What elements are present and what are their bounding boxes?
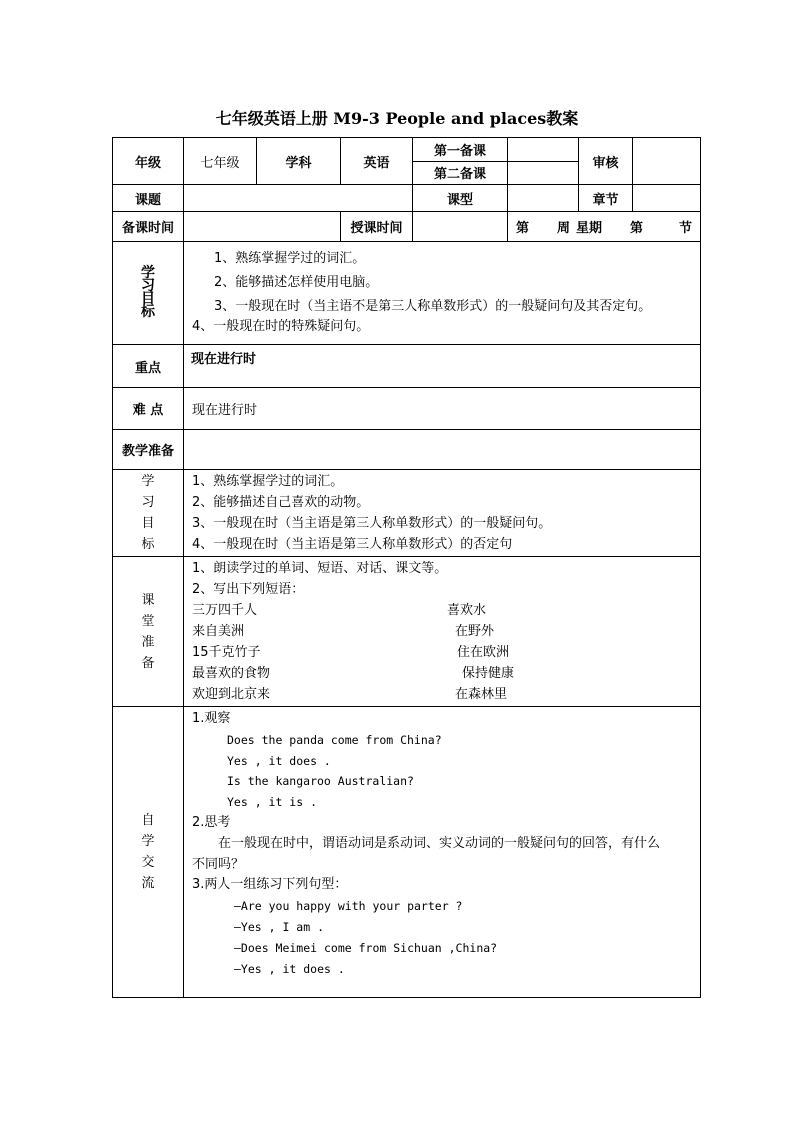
study-goals-label bbox=[113, 470, 184, 557]
objective-item: 2、能够描述怎样使用电脑。 bbox=[214, 275, 379, 290]
class-prep-intro: 2、写出下列短语： bbox=[192, 582, 305, 597]
objective-item: 3、一般现在时（当主语不是第三人称单数形式）的一般疑问句及其否定句。 bbox=[214, 299, 652, 314]
difficulty-label: 难 点 bbox=[113, 388, 184, 430]
think-title: 2.思考 bbox=[192, 814, 231, 830]
practice-line: —Yes , I am . bbox=[234, 919, 325, 934]
class-prep-label-char: 课 bbox=[141, 592, 155, 608]
phrase-left: 最喜欢的食物 bbox=[192, 666, 271, 681]
objectives-label-char: 学 bbox=[141, 265, 155, 281]
first-prep-label: 第一备课 bbox=[413, 138, 507, 162]
key-point-value: 现在进行时 bbox=[184, 345, 701, 388]
lesson-plan-table bbox=[112, 137, 701, 998]
page-title: 七年级英语上册 M9-3 People and places教案 bbox=[215, 109, 579, 128]
objectives-row bbox=[113, 242, 701, 345]
study-goal-item: 2、能够描述自己喜欢的动物。 bbox=[192, 495, 370, 510]
practice-line: —Does Meimei come from Sichuan ,China? bbox=[234, 940, 498, 955]
self-study-label-char: 学 bbox=[141, 834, 155, 849]
objectives-label-char: 标 bbox=[141, 304, 155, 320]
class-prep-content bbox=[184, 557, 701, 707]
study-goal-item: 4、一般现在时（当主语是第三人称单数形式）的否定句 bbox=[192, 537, 513, 552]
class-prep-label-char: 准 bbox=[141, 634, 155, 650]
class-prep-label bbox=[113, 557, 184, 707]
study-goal-item: 1、熟练掌握学过的词汇。 bbox=[192, 474, 344, 489]
self-study-label bbox=[113, 707, 184, 998]
header-row bbox=[113, 138, 701, 185]
phrase-left: 三万四千人 bbox=[192, 603, 258, 618]
phrase-left: 欢迎到北京来 bbox=[192, 687, 271, 702]
prep-time-label: 备课时间 bbox=[113, 212, 184, 242]
observe-line: Yes , it does . bbox=[227, 753, 331, 768]
grade-label: 年级 bbox=[113, 138, 184, 185]
phrase-left: 15千克竹子 bbox=[192, 645, 261, 660]
phrase-right: 在森林里 bbox=[455, 687, 508, 702]
practice-line: —Are you happy with your parter ? bbox=[234, 899, 463, 914]
subject-value: 英语 bbox=[341, 138, 413, 185]
schedule-period-prefix: 第 bbox=[630, 221, 644, 236]
time-row bbox=[113, 212, 701, 242]
self-study-label-char: 自 bbox=[141, 813, 155, 828]
practice-title: 3.两人一组练习下列句型： bbox=[192, 877, 348, 893]
phrase-pair bbox=[192, 642, 692, 663]
topic-label: 课题 bbox=[113, 185, 184, 212]
study-goals-label-char: 标 bbox=[141, 537, 155, 552]
objectives-content bbox=[184, 242, 701, 345]
preparation-row bbox=[113, 430, 701, 470]
chapter-label: 章节 bbox=[579, 185, 633, 212]
schedule-week-prefix: 第 bbox=[516, 221, 530, 236]
objectives-label bbox=[113, 242, 184, 345]
think-text: 不同吗？ bbox=[192, 856, 245, 872]
observe-title: 1.观察 bbox=[192, 711, 231, 726]
self-study-label-char: 交 bbox=[141, 855, 155, 870]
self-study-content bbox=[184, 707, 701, 998]
second-prep-label: 第二备课 bbox=[433, 167, 486, 183]
schedule-week: 周 bbox=[557, 221, 571, 236]
prep-value-cell bbox=[508, 138, 579, 185]
observe-line: Is the kangaroo Australian? bbox=[227, 774, 414, 789]
review-value bbox=[633, 138, 701, 185]
first-prep-value bbox=[508, 138, 578, 162]
subject-label: 学科 bbox=[257, 138, 341, 185]
class-prep-label-char: 备 bbox=[141, 655, 155, 671]
practice-line: —Yes , it does . bbox=[234, 961, 345, 976]
objectives-label-char: 目 bbox=[141, 291, 155, 307]
key-point-row bbox=[113, 345, 701, 388]
phrase-left: 来自美洲 bbox=[192, 624, 245, 639]
key-point-label: 重点 bbox=[113, 345, 184, 388]
phrase-right: 保持健康 bbox=[462, 666, 515, 681]
phrase-pair bbox=[192, 663, 692, 684]
study-goals-label-char: 目 bbox=[141, 516, 155, 531]
second-prep-value bbox=[508, 162, 578, 185]
lesson-type-label: 课型 bbox=[413, 185, 508, 212]
study-goal-item: 3、一般现在时（当主语是第三人称单数形式）的一般疑问句。 bbox=[192, 516, 552, 531]
preparation-label: 教学准备 bbox=[113, 430, 184, 470]
phrase-pair bbox=[192, 621, 692, 642]
phrase-pair bbox=[192, 600, 692, 621]
lesson-type-value bbox=[508, 185, 579, 212]
think-text: 在一般现在时中，谓语动词是系动词、实义动词的一般疑问句的回答，有什么 bbox=[218, 835, 661, 851]
teach-time-label: 授课时间 bbox=[341, 212, 413, 242]
self-study-row bbox=[113, 707, 701, 998]
observe-line: Yes , it is . bbox=[227, 795, 318, 810]
schedule-period: 节 bbox=[678, 221, 692, 236]
schedule-cell bbox=[508, 212, 701, 242]
topic-row bbox=[113, 185, 701, 212]
teach-time-value bbox=[413, 212, 508, 242]
objective-item: 4、一般现在时的特殊疑问句。 bbox=[192, 319, 370, 334]
phrase-right: 在野外 bbox=[455, 624, 495, 639]
study-goals-label-char: 学 bbox=[141, 474, 155, 489]
preparation-value bbox=[184, 430, 701, 470]
study-goals-row bbox=[113, 470, 701, 557]
phrase-right: 喜欢水 bbox=[447, 603, 487, 618]
study-goals-label-char: 习 bbox=[141, 495, 155, 510]
difficulty-value: 现在进行时 bbox=[184, 388, 701, 430]
self-study-label-char: 流 bbox=[141, 876, 155, 891]
study-goals-content bbox=[184, 470, 701, 557]
class-prep-row bbox=[113, 557, 701, 707]
objective-item: 1、熟练掌握学过的词汇。 bbox=[214, 251, 366, 266]
phrase-right: 住在欧洲 bbox=[457, 645, 510, 660]
class-prep-label-char: 堂 bbox=[141, 613, 155, 629]
observe-line: Does the panda come from China? bbox=[227, 732, 442, 747]
class-prep-intro: 1、朗读学过的单词、短语、对话、课文等。 bbox=[192, 561, 448, 576]
grade-value: 七年级 bbox=[184, 138, 257, 185]
review-label: 审核 bbox=[579, 138, 633, 185]
objectives-label-char: 习 bbox=[141, 278, 155, 294]
chapter-value bbox=[633, 185, 701, 212]
difficulty-row bbox=[113, 388, 701, 430]
topic-value bbox=[184, 185, 413, 212]
prep-cell bbox=[413, 138, 508, 185]
phrase-pair bbox=[192, 684, 692, 705]
schedule-weekday: 星期 bbox=[576, 221, 603, 236]
prep-time-value bbox=[184, 212, 341, 242]
